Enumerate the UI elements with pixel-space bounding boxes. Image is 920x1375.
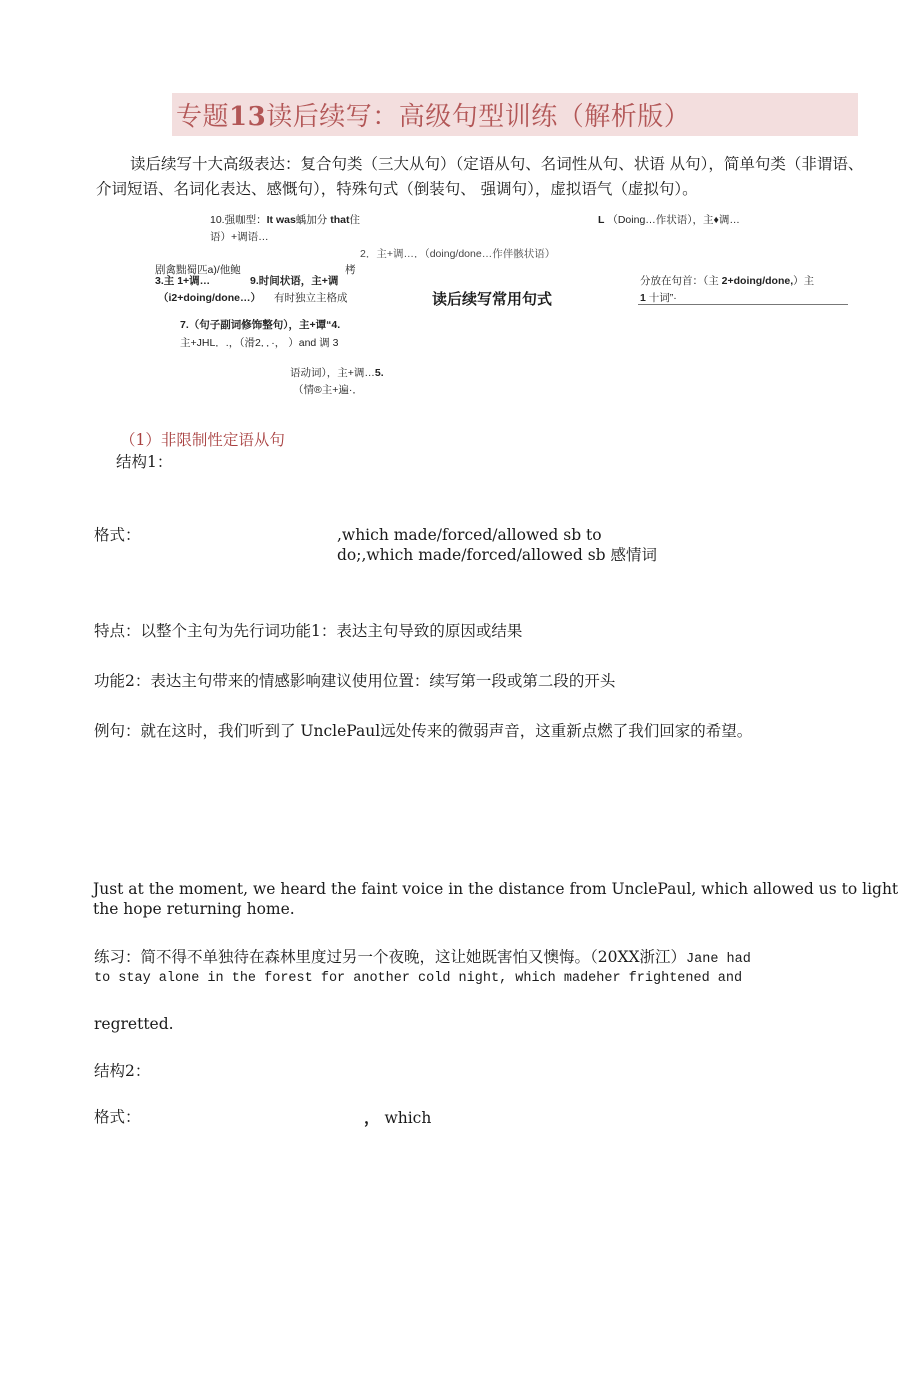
mindmap-node-2: 2．主+调…．（doing/done…作伴骸状语） bbox=[360, 248, 556, 260]
format-2-label: 格式： bbox=[94, 1108, 141, 1126]
structure-2-label: 结构2： bbox=[94, 1062, 151, 1080]
feature-text: 特点：以整个主句为先行词功能1：表达主句导致的原因或结果 bbox=[94, 622, 523, 640]
format-line-1: ,which made/forced/allowed sb to bbox=[337, 526, 602, 544]
page-title: 专题13读后续写：高级句型训练（解析版） bbox=[176, 102, 691, 132]
mindmap-node-10-line1: 10.强咖型：It was蝺加分 that住 bbox=[210, 214, 360, 226]
example-english-line-2: the hope returning home. bbox=[93, 900, 295, 918]
mindmap-node-10-line2: 语）+调语… bbox=[210, 231, 269, 243]
format-label: 格式： bbox=[94, 526, 141, 544]
mindmap-underline bbox=[638, 304, 848, 305]
mindmap-node-5-line2: （情®主+遍·． bbox=[293, 384, 363, 396]
mindmap-node-right-line2: 1 十词”· bbox=[640, 292, 677, 304]
mindmap-node-5-line1: 语动词），主+调…5. bbox=[290, 367, 384, 379]
exercise-chinese: 练习：简不得不单独待在森林里度过另一个夜晚，这让她既害怕又懊悔。（20XX浙江）Jane had bbox=[94, 948, 751, 967]
mindmap-overlap-right: 栲 bbox=[345, 264, 356, 276]
mindmap-node-right-line1: 分放在句首：（主 2+doing/done,）主 bbox=[640, 275, 815, 287]
section-heading: （1）非限制性定语从句 bbox=[120, 431, 285, 449]
exercise-english-line-2: to stay alone in the forest for another cold night, which madeher frightened and bbox=[94, 971, 743, 986]
mindmap-node-9-line2: 有时独立主格成 bbox=[274, 292, 348, 304]
mindmap-node-3-line1: 3.主 1+调… bbox=[155, 275, 211, 287]
example-chinese: 例句：就在这时，我们听到了 UnclePaul远处传来的微弱声音，这重新点燃了我们回家的希望。 bbox=[94, 722, 753, 740]
mindmap-node-9-line1: 9.时间状语，主+调 bbox=[250, 275, 339, 287]
mindmap-node-1: L （Doing…作状语），主♦调… bbox=[598, 214, 740, 226]
intro-paragraph: 读后续写十大高级表达：复合句类（三大从句）（定语从句、名词性从句、状语 从句），简单句类（非谓语、介词短语、名词化表达、感慨句），特殊句式（倒装句、 强调句），虚拟语气（虚拟句）。 bbox=[96, 155, 864, 198]
mindmap-node-7-line1: 7.（句子副词修饰整句），主+谭“4. bbox=[180, 319, 341, 331]
mindmap-node-7-line2: 主+JHL．.，（滑2．．·， ）and 调 3 bbox=[180, 337, 339, 349]
mindmap-node-3-line2: （i2+doing/done…） bbox=[158, 292, 261, 304]
function-2-text: 功能2：表达主句带来的情感影响建议使用位置：续写第一段或第二段的开头 bbox=[94, 672, 616, 690]
structure-1-label: 结构1： bbox=[116, 453, 173, 471]
mindmap-overlap-text: 剧禽黜蜀匹a)/他鲍 bbox=[155, 264, 241, 276]
exercise-english-line-3: regretted. bbox=[94, 1015, 174, 1033]
format-2-value: ， which bbox=[364, 1108, 432, 1127]
format-line-2: do;,which made/forced/allowed sb 感情词 bbox=[337, 546, 658, 564]
example-english-line-1: Just at the moment, we heard the faint voice in the distance from UnclePaul, which allowed us to light bbox=[93, 880, 899, 898]
mindmap-center: 读后续写常用句式 bbox=[432, 291, 553, 308]
